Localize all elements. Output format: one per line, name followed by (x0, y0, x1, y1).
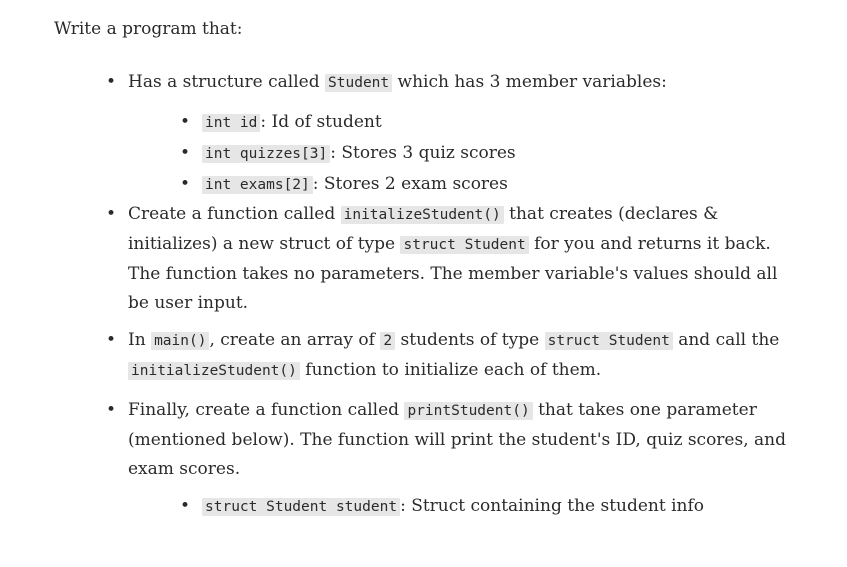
item-text: that creates (declares & initializes) a new struct of type (128, 204, 719, 254)
bullet-icon: • (180, 143, 191, 163)
code-inline: struct Student (400, 236, 528, 254)
sub-item-text: : Stores 2 exam scores (312, 174, 508, 194)
item-text: function to initialize each of them. (299, 360, 602, 380)
sub-list-item (128, 138, 790, 169)
sub-list (128, 107, 790, 200)
list-item-structure (0, 68, 790, 200)
bullet-icon: • (180, 174, 191, 194)
sub-item-text: : Stores 3 quiz scores (330, 143, 516, 163)
bullet-icon: • (106, 330, 117, 350)
sub-list (128, 491, 790, 522)
code-inline: initalizeStudent() (341, 206, 504, 224)
code-inline: int quizzes[3] (202, 145, 330, 163)
sub-list-item (128, 491, 790, 522)
code-inline: printStudent() (404, 402, 532, 420)
item-text: for you and returns it back. The function takes no parameters. The member variable's values should all be user input. (128, 234, 778, 313)
bullet-icon: • (106, 72, 117, 92)
code-inline: int exams[2] (202, 176, 313, 194)
item-text: that takes one parameter (mentioned below). The function will print the student's ID, quiz scores, and exam scores. (128, 400, 786, 479)
item-text: which has 3 member variables: (392, 72, 667, 92)
bullet-icon: • (106, 400, 117, 420)
code-inline: main() (151, 332, 209, 350)
list-item-print-function (0, 396, 790, 522)
list-item-main (0, 326, 790, 386)
item-text: students of type (395, 330, 545, 350)
code-inline: initializeStudent() (128, 362, 300, 380)
requirements-list (0, 68, 847, 522)
intro-text: Write a program that: (54, 19, 243, 39)
bullet-icon: • (180, 112, 191, 132)
code-inline: Student (325, 74, 392, 92)
code-inline: struct Student student (202, 498, 400, 516)
code-inline: 2 (380, 332, 395, 350)
code-inline: int id (202, 114, 260, 132)
item-text: Finally, create a function called (128, 400, 405, 420)
sub-item-text: : Struct containing the student info (400, 496, 705, 516)
item-text: Create a function called (128, 204, 341, 224)
item-text: Has a structure called (128, 72, 326, 92)
bullet-icon: • (106, 204, 117, 224)
sub-list-item (128, 169, 790, 200)
item-text: , create an array of (209, 330, 381, 350)
item-text: and call the (672, 330, 780, 350)
sub-list-item (128, 107, 790, 138)
list-item-initialize-function (0, 200, 790, 318)
sub-item-text: : Id of student (260, 112, 382, 132)
item-text: In (128, 330, 152, 350)
code-inline: struct Student (545, 332, 673, 350)
bullet-icon: • (180, 496, 191, 516)
